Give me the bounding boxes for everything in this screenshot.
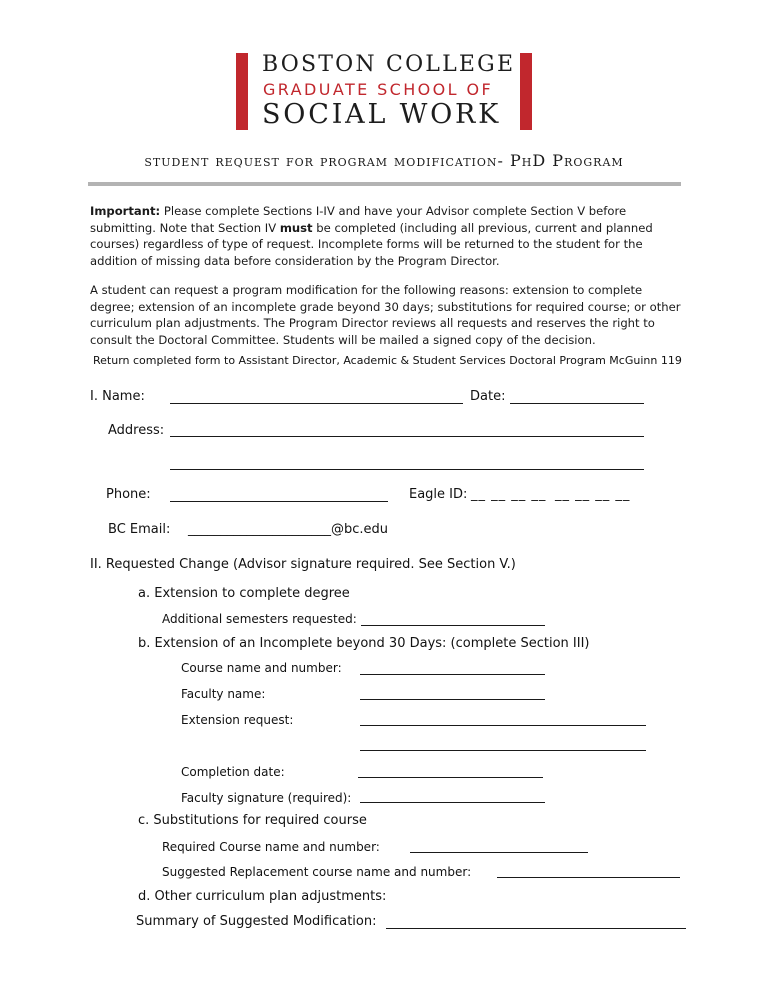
faculty-signature-field[interactable] <box>360 802 545 803</box>
form-title: student request for program modification- PhD Program <box>144 151 624 170</box>
logo-graduate-school: GRADUATE SCHOOL OF <box>263 80 494 99</box>
completion-date-label: Completion date: <box>181 765 285 779</box>
completion-date-field[interactable] <box>358 777 543 778</box>
option-c-label: c. Substitutions for required course <box>138 813 367 828</box>
section2-heading: II. Requested Change (Advisor signature required. See Section V.) <box>90 557 516 572</box>
return-instructions: Return completed form to Assistant Director, Academic & Student Services Doctoral Program McGuinn 119 <box>93 354 682 367</box>
must-word: must <box>279 220 313 235</box>
important-text-1: Please complete Sections I-IV and have your Advisor complete Section V before submitting. Note that Section IV <box>90 204 627 235</box>
course-name-label: Course name and number: <box>181 661 342 675</box>
extension-request-field-2[interactable] <box>360 750 646 751</box>
reasons-paragraph: A student can request a program modification for the following reasons: extension to complete degree; extension of an incomplete grade beyond 30 days; substitutions for required course; or other curriculum plan adjustments. The Program Director reviews all requests and reserves the right to consult the Doctoral Committee. Students will be mailed a signed copy of the decision. <box>90 283 681 347</box>
option-a-label: a. Extension to complete degree <box>138 586 350 601</box>
email-blank[interactable]: ______________________ <box>188 522 331 537</box>
faculty-signature-label: Faculty signature (required): <box>181 791 352 805</box>
phone-field[interactable] <box>170 501 388 502</box>
name-label: I. Name: <box>90 389 145 404</box>
title-rule <box>88 182 681 186</box>
eagle-id-field-2[interactable]: __ __ __ __ <box>555 487 631 502</box>
logo-bar-left <box>236 53 248 130</box>
logo-bar-right <box>520 53 532 130</box>
option-b-label: b. Extension of an Incomplete beyond 30 Days: (complete Section III) <box>138 636 590 651</box>
name-field[interactable] <box>170 403 463 404</box>
faculty-name-field[interactable] <box>360 699 545 700</box>
date-field[interactable] <box>510 403 644 404</box>
suggested-replacement-label: Suggested Replacement course name and number: <box>162 865 472 879</box>
important-text-2: be completed (including all previous, current and planned courses) regardless of type of request. Incomplete forms will be returned to the student for the addition of missing data before consideration by the Program Director. <box>90 220 653 268</box>
option-d-label: d. Other curriculum plan adjustments: <box>138 889 387 904</box>
summary-field[interactable] <box>386 928 686 929</box>
address-field-2[interactable] <box>170 469 644 470</box>
additional-semesters-label: Additional semesters requested: <box>162 612 357 626</box>
required-course-label: Required Course name and number: <box>162 840 380 854</box>
logo-boston-college: BOSTON COLLEGE <box>262 52 516 77</box>
email-field[interactable] <box>188 522 388 537</box>
extension-request-label: Extension request: <box>181 713 294 727</box>
phone-label: Phone: <box>106 487 151 502</box>
summary-label: Summary of Suggested Modification: <box>136 914 377 929</box>
suggested-replacement-field[interactable] <box>497 877 680 878</box>
important-label: Important: <box>90 204 161 218</box>
address-label: Address: <box>108 423 165 438</box>
date-label: Date: <box>470 389 506 404</box>
eagle-id-label: Eagle ID: <box>409 487 468 502</box>
course-name-field[interactable] <box>360 674 545 675</box>
required-course-field[interactable] <box>410 852 588 853</box>
additional-semesters-field[interactable] <box>361 625 545 626</box>
faculty-name-label: Faculty name: <box>181 687 266 701</box>
extension-request-field-1[interactable] <box>360 725 646 726</box>
address-field-1[interactable] <box>170 436 644 437</box>
important-paragraph <box>90 203 682 269</box>
email-label: BC Email: <box>108 522 171 537</box>
email-domain: @bc.edu <box>331 522 389 537</box>
eagle-id-field-1[interactable]: __ __ __ __ <box>471 487 547 502</box>
logo-social-work: SOCIAL WORK <box>262 99 502 130</box>
